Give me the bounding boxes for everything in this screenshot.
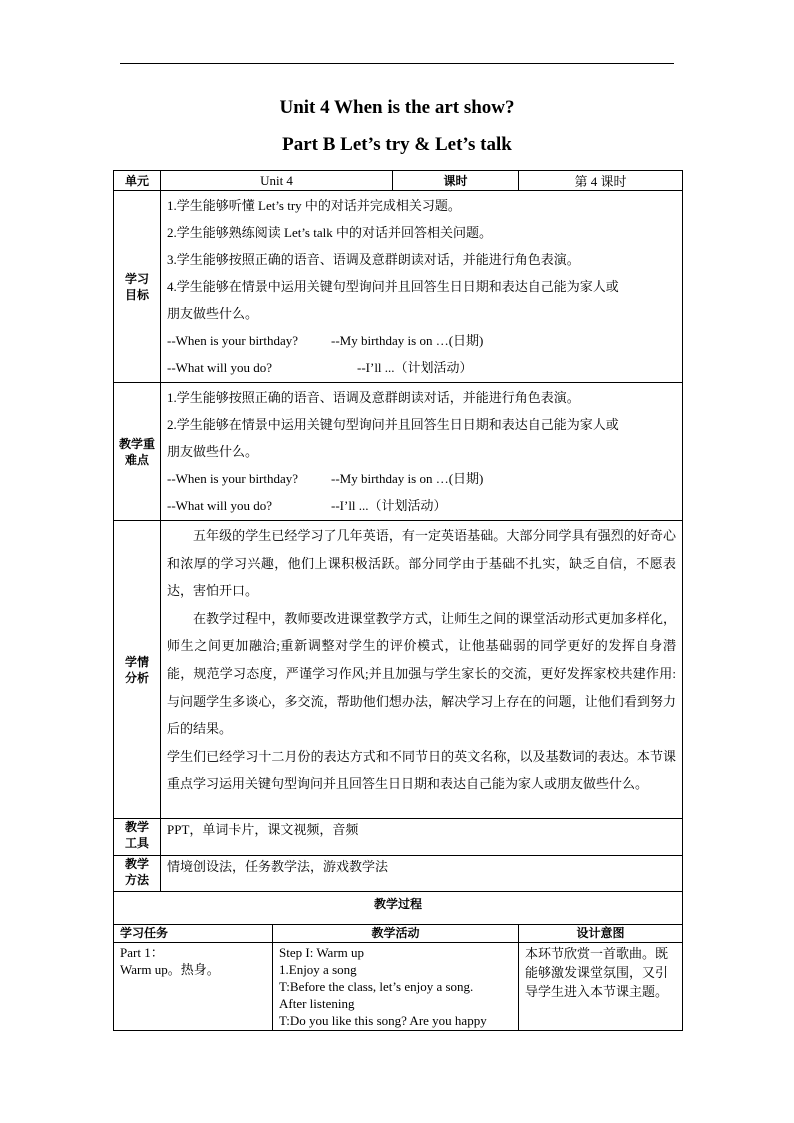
analysis-content	[161, 521, 683, 819]
tools-label: 教学工具	[114, 819, 161, 856]
objective-item: 1.学生能够听懂 Let’s try 中的对话并完成相关习题。	[167, 198, 461, 213]
activity-line: After listening	[279, 996, 355, 1011]
activity-line: Step I: Warm up	[279, 945, 365, 960]
process-header-row	[114, 925, 683, 943]
key-points-content	[161, 383, 683, 521]
task-line: Part 1：	[120, 945, 164, 960]
unit-value: Unit 4	[161, 171, 393, 191]
objectives-label: 学习目标	[114, 191, 161, 383]
objective-item: 4.学生能够在情景中运用关键句型询问并且回答生日日期和表达自己能为家人或	[167, 279, 619, 294]
design-cell: 本环节欣赏一首歌曲。既能够激发课堂氛围，又引导学生进入本节课主题。	[519, 943, 683, 1031]
objective-sentence-2: --What will you do? --I’ll ...（计划活动）	[167, 360, 473, 375]
lesson-value: 第 4 课时	[519, 171, 683, 191]
tools-value: PPT，单词卡片，课文视频，音频	[161, 819, 683, 856]
objective-item: 朋友做些什么。	[167, 306, 259, 321]
tools-row	[114, 819, 683, 856]
key-point-item: 1.学生能够按照正确的语音、语调及意群朗读对话，并能进行角色表演。	[167, 390, 580, 405]
objective-item: 2.学生能够熟练阅读 Let’s talk 中的对话并回答相关问题。	[167, 225, 492, 240]
methods-label: 教学方法	[114, 856, 161, 892]
key-point-item: 朋友做些什么。	[167, 444, 259, 459]
process-title: 教学过程	[114, 892, 683, 925]
process-title-row	[114, 892, 683, 925]
page-subtitle: Part B Let’s try & Let’s talk	[282, 134, 512, 155]
methods-row	[114, 856, 683, 892]
activity-line: T:Do you like this song? Are you happy	[279, 1013, 487, 1028]
analysis-paragraph-1: 五年级的学生已经学习了几年英语，有一定英语基础。大部分同学具有强烈的好奇心和浓厚的学习兴趣，他们上课积极活跃。部分同学由于基础不扎实，缺乏自信，不愿表达，害怕开口。	[167, 528, 677, 599]
key-point-sentence-2: --What will you do? --I’ll ...（计划活动）	[167, 498, 447, 513]
key-points-row	[114, 383, 683, 521]
lesson-plan-table	[113, 170, 683, 1031]
key-points-label: 教学重难点	[114, 383, 161, 521]
key-point-item: 2.学生能够在情景中运用关键句型询问并且回答生日日期和表达自己能为家人或	[167, 417, 619, 432]
objective-sentence-1: --When is your birthday? --My birthday is on …(日期)	[167, 333, 484, 348]
unit-row	[114, 171, 683, 191]
objectives-row	[114, 191, 683, 383]
objective-item: 3.学生能够按照正确的语音、语调及意群朗读对话，并能进行角色表演。	[167, 252, 580, 267]
key-point-sentence-1: --When is your birthday? --My birthday is on …(日期)	[167, 471, 484, 486]
header-rule	[120, 63, 674, 64]
methods-value: 情境创设法，任务教学法，游戏教学法	[161, 856, 683, 892]
analysis-paragraph-2: 在教学过程中，教师要改进课堂教学方式，让师生之间的课堂活动形式更加多样化，师生之间更加融洽;重新调整对学生的评价模式，让他基础弱的同学更好的发挥自身潜能，规范学习态度，严谨学习作风;并且加强与学生家长的交流，更好发挥家校共建作用:与问题学生多谈心，多交流，帮助他们想办法，解决学习上存在的问题，让他们看到努力后的结果。	[167, 610, 677, 737]
objectives-content	[161, 191, 683, 383]
unit-label: 单元	[114, 171, 161, 191]
activity-cell	[273, 943, 519, 1031]
activity-line: 1.Enjoy a song	[279, 962, 357, 977]
page-title: Unit 4 When is the art show?	[279, 97, 515, 118]
activity-line: T:Before the class, let’s enjoy a song.	[279, 979, 474, 994]
analysis-row	[114, 521, 683, 819]
col-activity-header: 教学活动	[273, 925, 519, 943]
lesson-label: 课时	[393, 171, 519, 191]
analysis-label: 学情分析	[114, 521, 161, 819]
process-row	[114, 943, 683, 1031]
task-line: Warm up。热身。	[120, 962, 220, 977]
analysis-paragraph-3: 学生们已经学习十二月份的表达方式和不同节日的英文名称，以及基数词的表达。本节课重点学习运用关键句型询问并且回答生日日期和表达自己能为家人或朋友做些什么。	[167, 748, 677, 792]
col-task-header: 学习任务	[114, 925, 273, 943]
col-design-header: 设计意图	[519, 925, 683, 943]
task-cell	[114, 943, 273, 1031]
